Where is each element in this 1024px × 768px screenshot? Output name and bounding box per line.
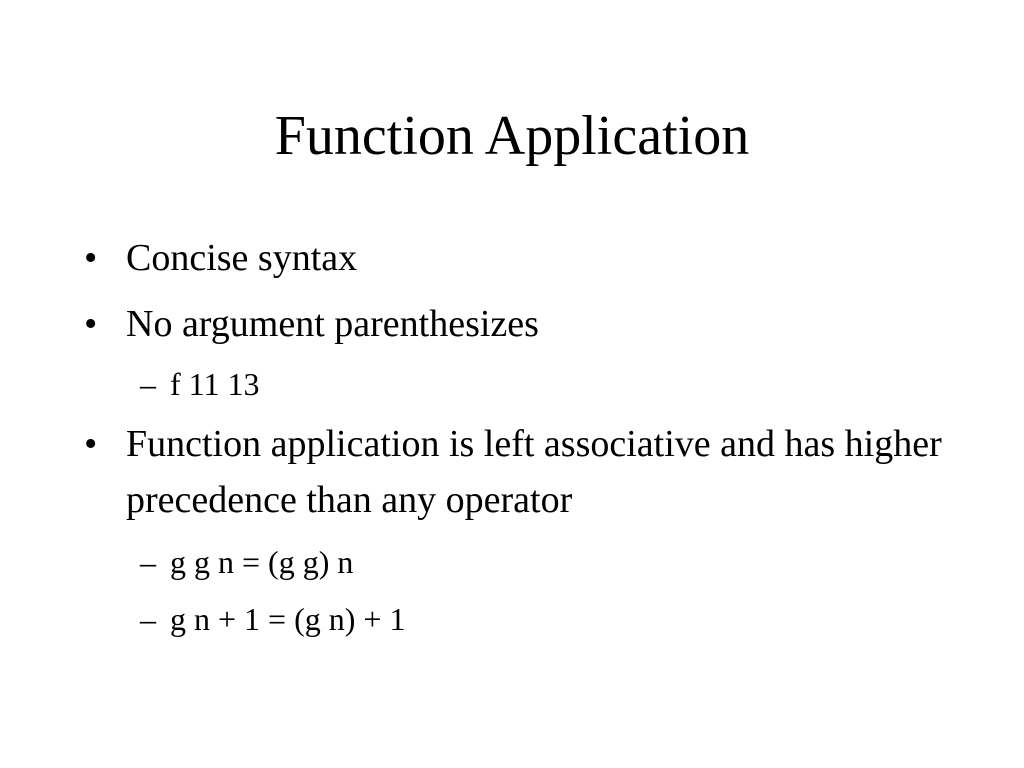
sub-bullet-text: g n + 1 = (g n) + 1	[170, 601, 406, 637]
bullet-marker: •	[84, 237, 98, 279]
sub-bullet-text: g g n = (g g) n	[170, 544, 354, 580]
bullet-marker: •	[84, 303, 98, 345]
sub-bullet-text: f 11 13	[170, 366, 260, 402]
sub-bullet-marker: –	[140, 366, 156, 402]
bullet-text: Function application is left associative and has higher precedence than any operator	[126, 423, 942, 521]
sub-bullet-example-f	[140, 361, 940, 407]
bullet-text: Concise syntax	[126, 237, 358, 279]
bullet-no-argument-parentheses	[84, 296, 944, 352]
sub-bullet-example-g-n-plus-1	[140, 596, 940, 642]
sub-bullet-marker: –	[140, 544, 156, 580]
bullet-concise-syntax	[84, 230, 944, 286]
bullet-left-associative	[84, 416, 944, 528]
sub-bullet-example-g-g-n	[140, 539, 940, 585]
sub-bullet-marker: –	[140, 601, 156, 637]
slide-title: Function Application	[274, 105, 750, 167]
bullet-text: No argument parenthesizes	[126, 303, 539, 345]
bullet-marker: •	[84, 423, 98, 465]
